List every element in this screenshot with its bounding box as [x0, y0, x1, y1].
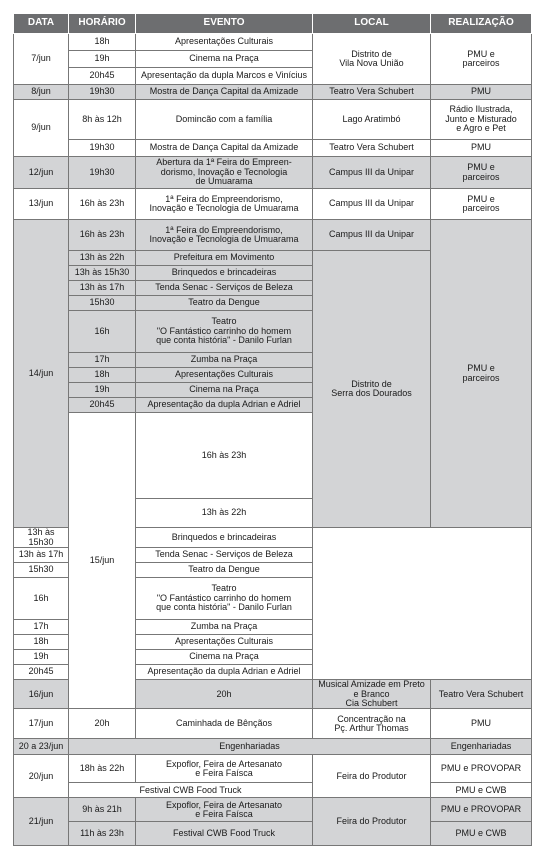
table-cell: 21/jun [14, 798, 69, 846]
table-cell: Apresentações Culturais [136, 635, 313, 650]
header-local: LOCAL [313, 14, 431, 34]
table-cell: Apresentação da dupla Adrian e Adriel [136, 665, 313, 680]
table-cell: Expoflor, Feira de Artesanato e Feira Faísca [136, 798, 313, 822]
table-cell: PMU e PROVOPAR [431, 755, 532, 783]
table-row [14, 85, 532, 100]
table-cell: PMU e parceiros [431, 189, 532, 220]
table-cell: Teatro Vera Schubert [313, 85, 431, 100]
table-row [14, 822, 532, 846]
table-cell: Cinema na Praça [136, 650, 313, 665]
schedule-header [14, 14, 532, 34]
table-cell: PMU e PROVOPAR [431, 798, 532, 822]
table-cell: 13/jun [14, 189, 69, 220]
header-horario: HORÁRIO [69, 14, 136, 34]
table-cell: 19h [14, 650, 69, 665]
table-row [14, 100, 532, 140]
table-cell: Abertura da 1ª Feira do Empreen- dorismo, Inovação e Tecnologia de Umuarama [136, 157, 313, 189]
table-cell: Apresentações Culturais [136, 34, 313, 51]
table-cell: Mostra de Dança Capital da Amizade [136, 85, 313, 100]
table-row [14, 755, 532, 783]
table-cell: 12/jun [14, 157, 69, 189]
table-cell: Brinquedos e brincadeiras [136, 266, 313, 281]
table-cell: Distrito de Serra dos Dourados [313, 251, 431, 528]
table-cell: Engenhariadas [431, 739, 532, 755]
table-cell: 1ª Feira do Empreendorismo, Inovação e Tecnologia de Umuarama [136, 220, 313, 251]
table-cell: 20h [69, 709, 136, 739]
table-cell: 15h30 [14, 563, 69, 578]
table-cell: Caminhada de Bênçãos [136, 709, 313, 739]
table-cell: PMU e parceiros [431, 220, 532, 528]
table-cell: Apresentações Culturais [136, 368, 313, 383]
table-cell: Tenda Senac - Serviços de Beleza [136, 548, 313, 563]
table-cell: Teatro "O Fantástico carrinho do homem que conta história" - Danilo Furlan [136, 578, 313, 620]
table-cell: Zumba na Praça [136, 620, 313, 635]
table-cell: 20 a 23/jun [14, 739, 69, 755]
table-cell: 18h [69, 368, 136, 383]
table-cell: PMU [431, 140, 532, 157]
table-cell: Festival CWB Food Truck [69, 783, 313, 798]
table-cell: Engenhariadas [69, 739, 431, 755]
table-cell: 16/jun [14, 680, 69, 709]
table-row [14, 34, 532, 51]
table-cell: Apresentação da dupla Marcos e Vinícius [136, 68, 313, 85]
table-cell: PMU [431, 709, 532, 739]
table-cell: Teatro "O Fantástico carrinho do homem que conta história" - Danilo Furlan [136, 311, 313, 353]
table-cell: 18h [69, 34, 136, 51]
table-cell: Teatro da Dengue [136, 296, 313, 311]
table-cell: 8h às 12h [69, 100, 136, 140]
table-cell: 9/jun [14, 100, 69, 157]
table-cell: 20/jun [14, 755, 69, 798]
table-cell: Expoflor, Feira de Artesanato e Feira Faísca [136, 755, 313, 783]
table-cell: 18h às 22h [69, 755, 136, 783]
header-data: DATA [14, 14, 69, 34]
header-realizacao: REALIZAÇÃO [431, 14, 532, 34]
schedule-table [13, 13, 532, 846]
schedule-body [14, 34, 532, 846]
table-cell: Rádio Ilustrada, Junto e Misturado e Agro e Pet [431, 100, 532, 140]
table-row [14, 157, 532, 189]
table-row [14, 220, 532, 251]
table-row [14, 140, 532, 157]
table-cell: 15/jun [69, 413, 136, 709]
table-row [14, 189, 532, 220]
table-cell: Mostra de Dança Capital da Amizade [136, 140, 313, 157]
table-cell: Zumba na Praça [136, 353, 313, 368]
table-cell: 16h [69, 311, 136, 353]
table-cell: 8/jun [14, 85, 69, 100]
table-cell: Teatro Vera Schubert [431, 680, 532, 709]
table-cell: Distrito de Vila Nova União [313, 34, 431, 85]
table-cell: 16h [14, 578, 69, 620]
table-row [14, 783, 532, 798]
table-cell: Cinema na Praça [136, 383, 313, 398]
table-cell: 13h às 17h [14, 548, 69, 563]
table-cell: 9h às 21h [69, 798, 136, 822]
table-cell: Cinema na Praça [136, 51, 313, 68]
table-cell: 11h às 23h [69, 822, 136, 846]
table-cell: 13h às 22h [69, 251, 136, 266]
table-cell: 14/jun [14, 220, 69, 528]
table-cell: Apresentação da dupla Adrian e Adriel [136, 398, 313, 413]
table-cell: Campus III da Unipar [313, 189, 431, 220]
header-row [14, 14, 532, 34]
table-cell: Teatro da Dengue [136, 563, 313, 578]
table-cell: Festival CWB Food Truck [136, 822, 313, 846]
table-cell: Concentração na Pç. Arthur Thomas [313, 709, 431, 739]
table-cell: Teatro Vera Schubert [313, 140, 431, 157]
table-cell: Campus III da Unipar [313, 220, 431, 251]
table-cell: 19h [69, 51, 136, 68]
table-cell: Feira do Produtor [313, 798, 431, 846]
header-evento: EVENTO [136, 14, 313, 34]
table-cell: Campus III da Unipar [313, 157, 431, 189]
table-cell: 19h30 [69, 140, 136, 157]
table-row [14, 709, 532, 739]
table-cell: 1ª Feira do Empreendorismo, Inovação e Tecnologia de Umuarama [136, 189, 313, 220]
table-cell: 16h às 23h [69, 189, 136, 220]
table-cell: PMU e parceiros [431, 34, 532, 85]
table-cell: Feira do Produtor [313, 755, 431, 798]
table-cell: 20h45 [69, 398, 136, 413]
table-cell: Prefeitura em Movimento [136, 251, 313, 266]
table-cell: PMU e CWB [431, 783, 532, 798]
table-row [14, 798, 532, 822]
table-cell: 17h [69, 353, 136, 368]
table-cell: 19h [69, 383, 136, 398]
table-cell: PMU e CWB [431, 822, 532, 846]
table-cell: 13h às 15h30 [14, 528, 69, 548]
table-cell: 16h às 23h [136, 413, 313, 499]
table-cell: 19h30 [69, 85, 136, 100]
table-cell: 13h às 15h30 [69, 266, 136, 281]
table-cell: 20h45 [14, 665, 69, 680]
table-cell: 20h45 [69, 68, 136, 85]
table-cell: 17h [14, 620, 69, 635]
table-cell: Musical Amizade em Preto e Branco Cia Schubert [313, 680, 431, 709]
table-row [14, 739, 532, 755]
table-cell: 16h às 23h [69, 220, 136, 251]
table-cell: 17/jun [14, 709, 69, 739]
table-cell: 20h [136, 680, 313, 709]
table-cell: PMU [431, 85, 532, 100]
table-cell: 7/jun [14, 34, 69, 85]
table-cell: PMU e parceiros [431, 157, 532, 189]
table-cell: 13h às 22h [136, 498, 313, 527]
table-cell: Domincão com a família [136, 100, 313, 140]
table-cell: 19h30 [69, 157, 136, 189]
table-cell: 18h [14, 635, 69, 650]
table-cell: 13h às 17h [69, 281, 136, 296]
table-cell: Tenda Senac - Serviços de Beleza [136, 281, 313, 296]
table-cell: Lago Aratimbó [313, 100, 431, 140]
table-cell: 15h30 [69, 296, 136, 311]
table-cell: Brinquedos e brincadeiras [136, 528, 313, 548]
